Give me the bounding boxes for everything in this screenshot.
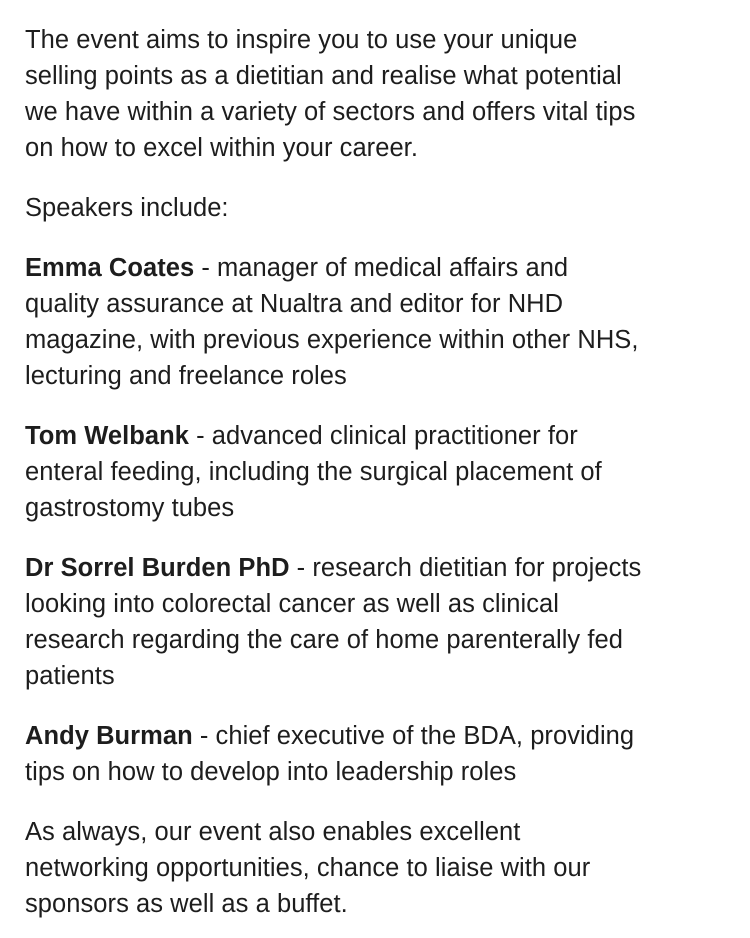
speaker-entry (25, 550, 737, 694)
speaker-entry (25, 250, 737, 394)
closing-paragraph: As always, our event also enables excellent networking opportunities, chance to liaise with our sponsors as well as a buffet. (25, 818, 591, 918)
speakers-heading: Speakers include: (25, 194, 229, 222)
post-body (25, 22, 737, 922)
speaker-description: - advanced clinical practitioner for enteral feeding, including the surgical placement of gastrostomy tubes (25, 422, 602, 522)
speaker-entry (25, 718, 737, 790)
speaker-name: Andy Burman (25, 722, 193, 750)
speaker-description: - chief executive of the BDA, providing tips on how to develop into leadership roles (25, 722, 635, 786)
speaker-name: Tom Welbank (25, 422, 189, 450)
speaker-name: Emma Coates (25, 254, 195, 282)
speaker-description: - manager of medical affairs and quality assurance at Nualtra and editor for NHD magazine, with previous experience within other NHS, lecturing and freelance roles (25, 254, 639, 390)
speaker-entry (25, 418, 737, 526)
speaker-description: - research dietitian for projects looking into colorectal cancer as well as clinical research regarding the care of home parenterally fed patients (25, 554, 642, 690)
speaker-name: Dr Sorrel Burden PhD (25, 554, 290, 582)
intro-paragraph: The event aims to inspire you to use your unique selling points as a dietitian and realise what potential we have within a variety of sectors and offers vital tips on how to excel within your career. (25, 26, 636, 162)
